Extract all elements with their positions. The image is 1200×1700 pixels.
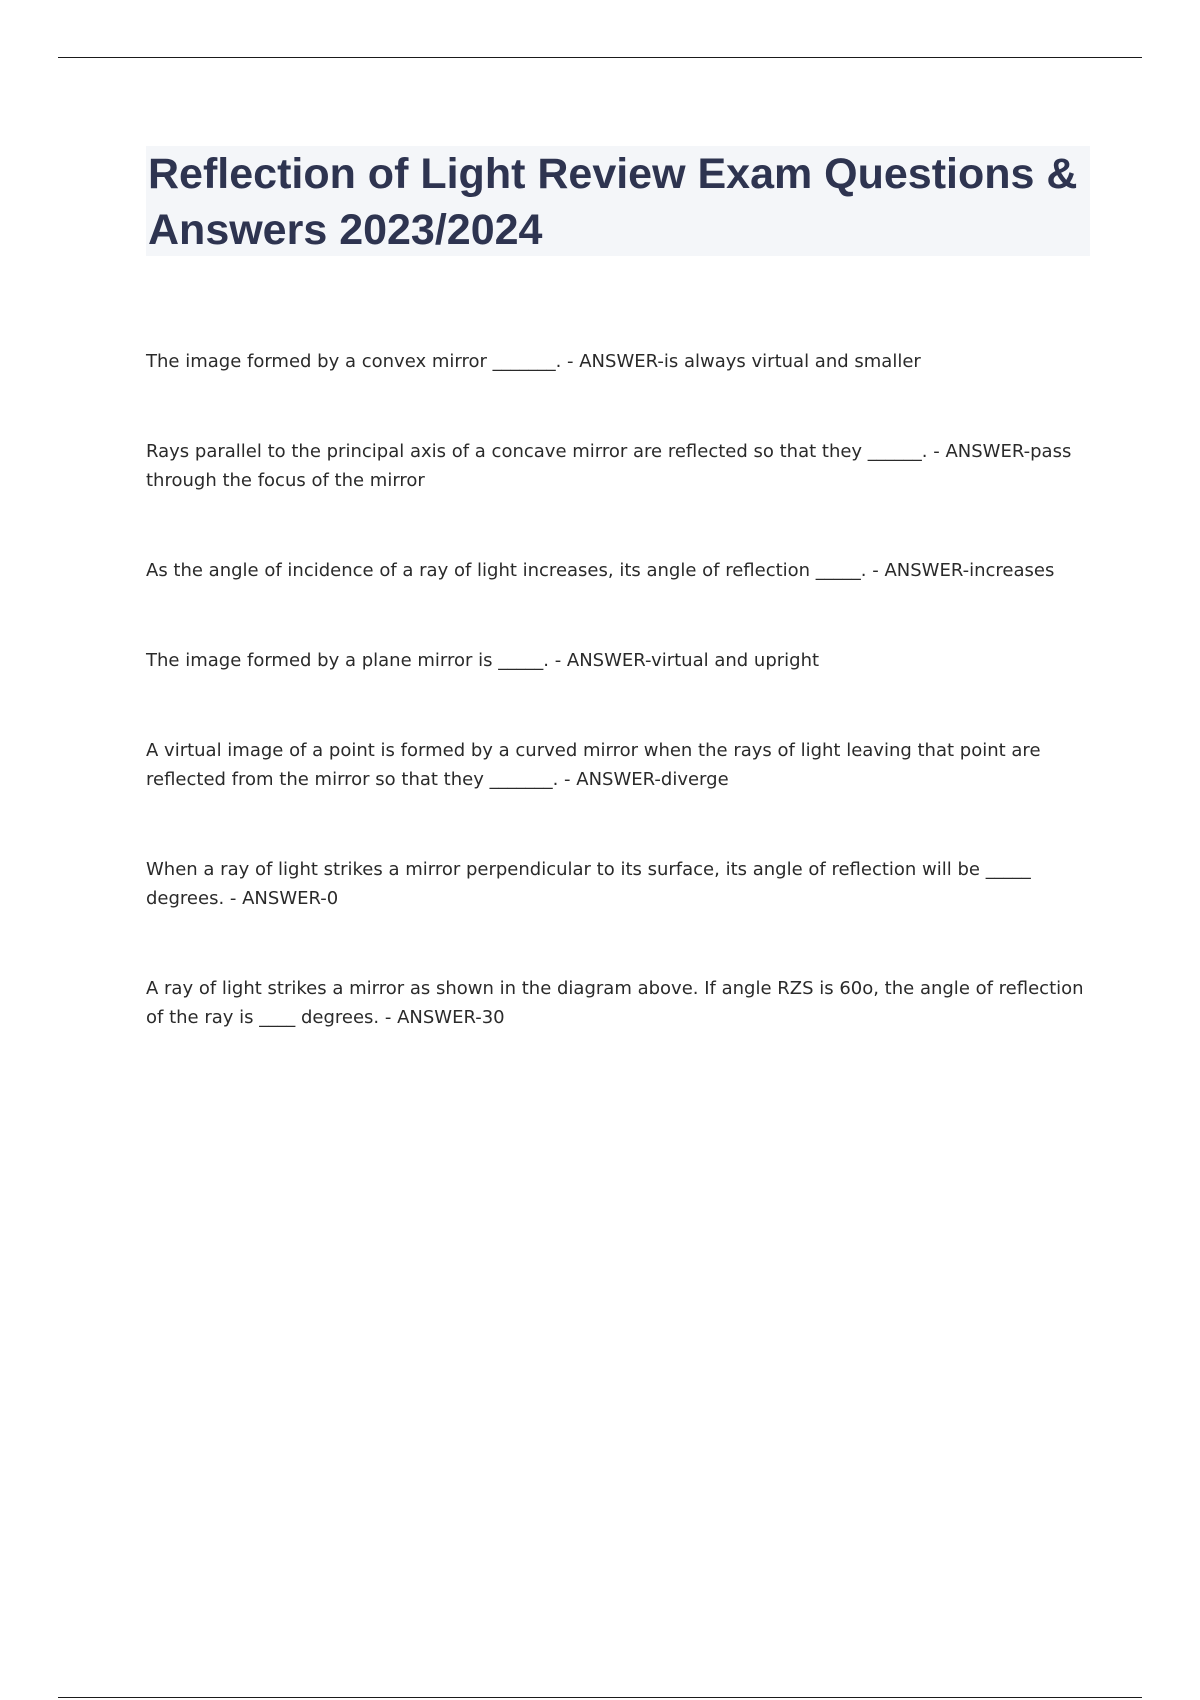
title-block: [146, 146, 1090, 256]
qa-item: Rays parallel to the principal axis of a concave mirror are reflected so that they ______. - ANSWER-pass through the focus of the mirror: [146, 441, 1072, 491]
qa-item: As the angle of incidence of a ray of light increases, its angle of reflection _____. - ANSWER-increases: [146, 560, 1055, 581]
top-rule: [58, 57, 1142, 58]
qa-item: A ray of light strikes a mirror as shown in the diagram above. If angle RZS is 60o, the angle of reflection of the ray is ____ degrees. - ANSWER-30: [146, 978, 1084, 1028]
qa-item: When a ray of light strikes a mirror perpendicular to its surface, its angle of reflection will be _____ degrees. - ANSWER-0: [146, 859, 1031, 909]
qa-item: A virtual image of a point is formed by a curved mirror when the rays of light leaving that point are reflected from the mirror so that they _______. - ANSWER-diverge: [146, 740, 1041, 790]
bottom-rule: [58, 1697, 1142, 1698]
qa-item: The image formed by a plane mirror is _____. - ANSWER-virtual and upright: [146, 650, 820, 671]
qa-item: The image formed by a convex mirror _______. - ANSWER-is always virtual and smaller: [146, 351, 921, 372]
document-title: Reflection of Light Review Exam Questions & Answers 2023/2024: [148, 150, 1078, 254]
qa-list: [146, 347, 1090, 1093]
